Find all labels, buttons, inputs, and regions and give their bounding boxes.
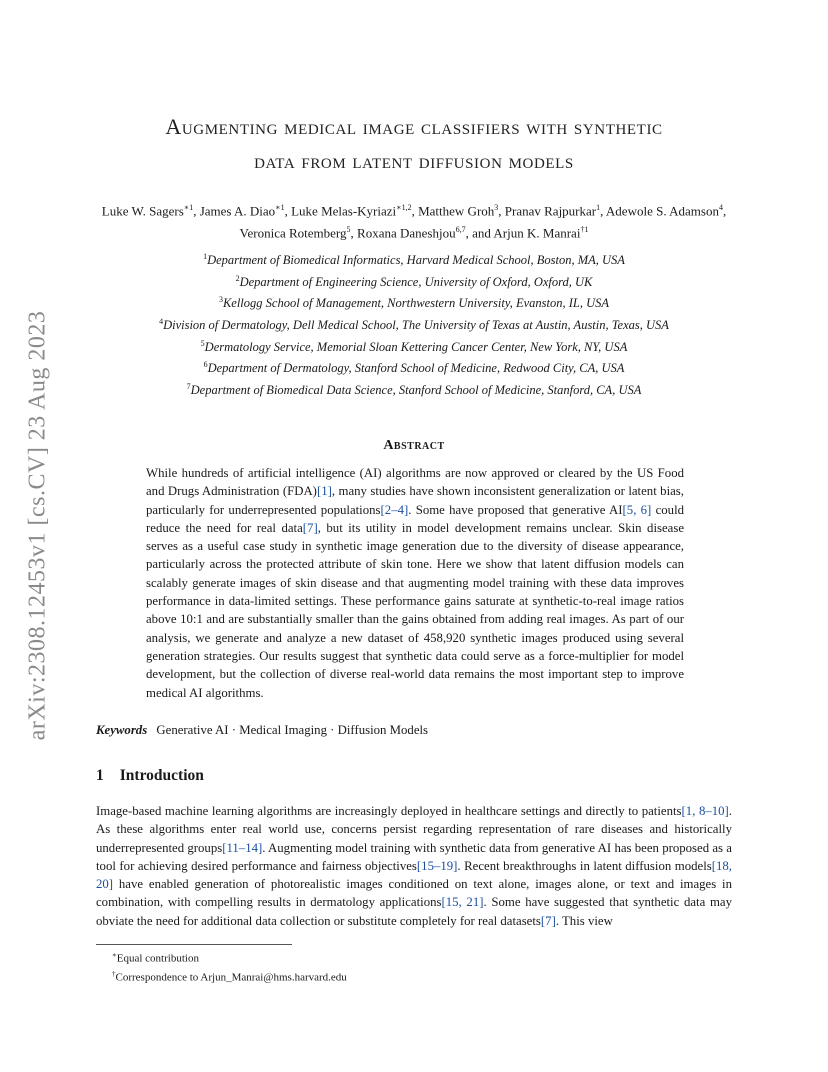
paragraph-text: . This view xyxy=(555,913,613,928)
author-name: Veronica Rotemberg xyxy=(239,225,347,241)
section-title: Introduction xyxy=(119,767,204,784)
author-affiliation-marker: 4 xyxy=(718,203,723,212)
citation-link[interactable]: [15–19] xyxy=(416,858,458,873)
affiliation-number: 4 xyxy=(159,316,164,326)
author-name: Luke W. Sagers xyxy=(101,203,184,219)
affiliation-line xyxy=(80,291,748,313)
affiliation-line xyxy=(80,378,748,400)
author-name: Luke Melas-Kyriazi xyxy=(291,203,397,219)
affiliation-number: 1 xyxy=(203,252,208,261)
citation-link[interactable]: [18, 20] xyxy=(96,858,732,892)
footnote-text: Correspondence to Arjun_Manrai@hms.harvard.edu xyxy=(115,971,347,984)
affiliation-text: Department of Engineering Science, University of Oxford, Oxford, UK xyxy=(239,274,593,289)
author-name: Matthew Groh xyxy=(418,203,495,219)
affiliation-text: Department of Biomedical Data Science, Stanford School of Medicine, Stanford, CA, USA xyxy=(190,383,642,398)
author-conjunction: and xyxy=(472,225,491,241)
footnote-text: Equal contribution xyxy=(116,952,199,965)
affiliation-number: 2 xyxy=(235,273,240,283)
author-affiliation-marker: 6,7 xyxy=(455,225,466,235)
author-affiliation-marker: †1 xyxy=(580,225,589,235)
affiliation-line xyxy=(80,356,748,378)
affiliation-text: Department of Dermatology, Stanford School of Medicine, Redwood City, CA, USA xyxy=(207,361,625,376)
arxiv-identifier xyxy=(20,290,56,760)
affiliation-line xyxy=(80,335,748,357)
citation-link[interactable]: [5, 6] xyxy=(622,502,652,517)
paragraph-text: . Recent breakthroughs in latent diffusion models xyxy=(457,858,712,873)
affiliation-number: 3 xyxy=(218,295,223,305)
keywords-text: Generative AI · Medical Imaging · Diffusion Models xyxy=(156,723,429,737)
footnote-marker: † xyxy=(112,970,116,979)
section-number: 1 xyxy=(96,767,104,784)
affiliation-number: 7 xyxy=(186,381,191,391)
citation-link[interactable]: [7] xyxy=(302,520,318,535)
affiliation-text: Dermatology Service, Memorial Sloan Kettering Cancer Center, New York, NY, USA xyxy=(204,339,628,354)
footnote-marker: ∗ xyxy=(112,951,117,959)
footnote xyxy=(112,967,347,986)
author-affiliation-marker: ∗1,2 xyxy=(396,203,412,212)
author-name: Roxana Daneshjou xyxy=(357,225,456,241)
citation-link[interactable]: [11–14] xyxy=(222,840,263,855)
affiliation-line xyxy=(80,248,748,270)
footnote-divider xyxy=(96,944,292,945)
author-affiliation-marker: 1 xyxy=(596,203,601,212)
keywords-label: Keywords xyxy=(96,723,148,737)
arxiv-identifier-text: arXiv:2308.12453v1 [cs.CV] 23 Aug 2023 xyxy=(24,310,51,740)
footnotes xyxy=(112,948,347,986)
abstract-body xyxy=(146,464,684,702)
paragraph-text: could reduce the need for real data xyxy=(146,502,685,535)
affiliation-line xyxy=(80,313,748,335)
abstract-heading: Abstract xyxy=(383,438,445,453)
title-line-1: Augmenting medical image classifiers with synthetic xyxy=(165,114,663,139)
affiliation-line xyxy=(80,270,748,292)
paragraph-text: While hundreds of artificial intelligence (AI) algorithms are now approved or cleared by the US Food and Drugs Administration (FDA) xyxy=(146,466,684,499)
author-affiliation-marker: 3 xyxy=(494,203,499,212)
author-affiliation-marker: ∗1 xyxy=(275,203,285,212)
paper-title xyxy=(80,110,748,178)
citation-link[interactable]: [2–4] xyxy=(380,502,409,517)
citation-link[interactable]: [7] xyxy=(540,913,556,928)
paragraph-text: , but its utility in model development remains unclear. Skin disease serves as a useful case study in synthetic image generation due to the diversity of disease appearance, particularly across the protected attribute of skin tone. Here we show that latent diffusion models can scalably generate images of skin disease and that augmenting model training with these data improves performance in data-limited settings. These performance gains saturate at synthetic-to-real image ratios above 10:1 and are substantially smaller than the gains obtained from adding real images. As part of our analysis, we generate and analyze a new dataset of 458,920 synthetic images produced using several generation strategies. Our results suggest that synthetic data could serve as a force-multiplier for model development, but the collection of diverse real-world data remains the most important step to improve medical AI algorithms. xyxy=(146,520,684,700)
affiliation-number: 6 xyxy=(203,360,208,370)
paragraph-text: , many studies have shown inconsistent generalization or latent bias, particularly for underrepresented populations xyxy=(146,484,684,517)
paragraph-text: . Some have suggested that synthetic data may obviate the need for additional data collection or substitute completely for real datasets xyxy=(96,895,733,928)
paragraph-text: . Augmenting model training with synthetic data from generative AI has been proposed as a tool for achieving desired performance and fairness objectives xyxy=(96,840,732,873)
citation-link[interactable]: [15, 21] xyxy=(441,895,484,910)
author-list: Luke W. Sagers$^{∗1}$, James A. Diao$^{∗1}$, Luke Melas-Kyriazi$^{∗1,2}$, Matthew Groh$^3$, Pranav Rajpurkar$^1$, Adewole S. Adamson$^4$, Veronica Rotemberg$^5$, Roxana Daneshjou$^{6,7}$, and Arjun K. Manrai$^{\dagger 1}$ xyxy=(101,203,727,241)
affiliation-text: Kellogg School of Management, Northwestern University, Evanston, IL, USA xyxy=(222,296,610,311)
affiliation-text: Division of Dermatology, Dell Medical School, The University of Texas at Austin, Austin, Texas, USA xyxy=(163,318,669,333)
author-name: Pranav Rajpurkar xyxy=(504,203,597,219)
paragraph-text: have enabled generation of photorealistic images conditioned on text alone, images alone, or text and images in combination, with compelling results in dermatology applications xyxy=(96,877,732,910)
affiliation-number: 5 xyxy=(200,338,205,348)
author-affiliation-marker: 5 xyxy=(346,225,351,235)
author-name: Adewole S. Adamson xyxy=(605,203,719,219)
section-heading xyxy=(96,767,204,785)
author-name: Arjun K. Manrai xyxy=(493,225,581,241)
affiliation-text: Department of Biomedical Informatics, Harvard Medical School, Boston, MA, USA xyxy=(207,253,625,268)
title-line-2: data from latent diffusion models xyxy=(254,148,574,173)
author-affiliation-marker: ∗1 xyxy=(183,203,194,212)
citation-link[interactable]: [1] xyxy=(316,484,332,499)
affiliation-list xyxy=(80,248,748,400)
paragraph-text: . As these algorithms enter real world use, concerns persist regarding representation of rare diseases and historically underrepresented groups xyxy=(96,804,732,855)
keywords-line xyxy=(96,723,736,738)
citation-link[interactable]: [1, 8–10] xyxy=(681,804,729,818)
footnote xyxy=(112,948,347,967)
introduction-paragraph xyxy=(96,802,732,930)
paragraph-text: . Some have proposed that generative AI xyxy=(408,502,623,517)
paragraph-text: Image-based machine learning algorithms are increasingly deployed in healthcare settings and directly to patients xyxy=(96,804,682,818)
author-name: James A. Diao xyxy=(199,203,276,219)
